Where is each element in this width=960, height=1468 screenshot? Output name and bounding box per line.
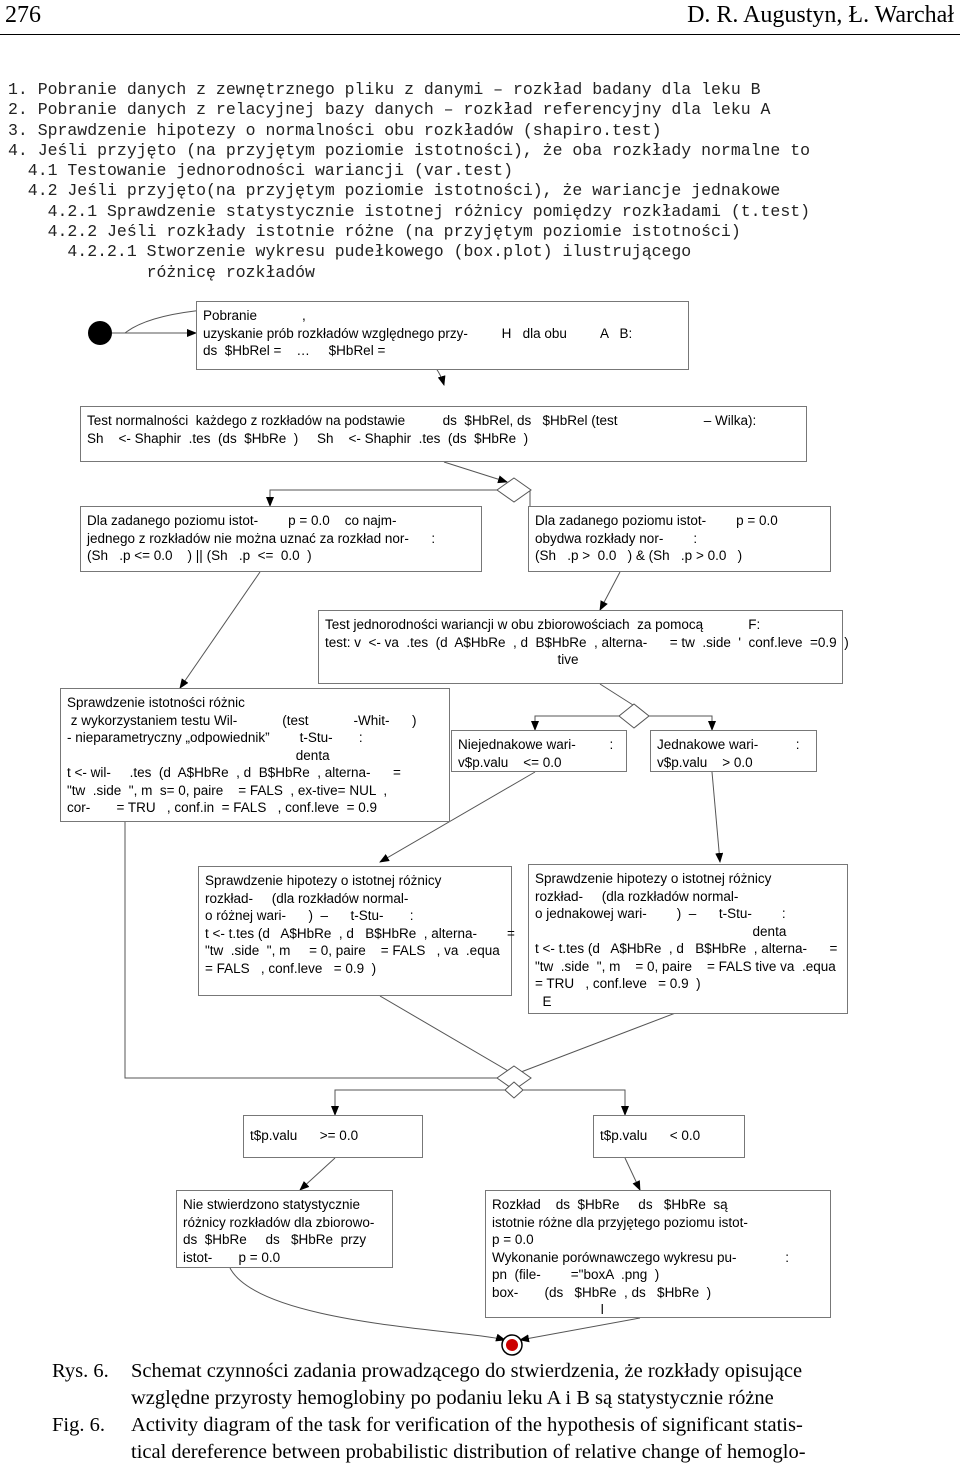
box-line: t <- wil- .tes (d A$HbRe , d B$HbRe , alterna- = bbox=[67, 765, 401, 780]
normal-branch-box bbox=[528, 506, 831, 572]
box-line: v$p.valu > 0.0 bbox=[657, 754, 753, 770]
box-line: "tw .side ", m = 0, paire = FALS tive va .equa bbox=[535, 958, 836, 974]
step-line: 4.2.2 Jeśli rozkłady istotnie różne (na przyjętym poziomie istotności) bbox=[8, 222, 741, 242]
box-line: Pobranie , bbox=[203, 308, 306, 323]
step-line: 4.1 Testowanie jednorodności wariancji (var.test) bbox=[8, 161, 513, 181]
box-line: ds $HbRel = … $HbRel = bbox=[203, 343, 386, 358]
box-line: - nieparametryczny „odpowiednik” t-Stu- : bbox=[67, 730, 363, 745]
box-line: o różnej wari- ) – t-Stu- : bbox=[205, 908, 414, 923]
significant-difference-box bbox=[485, 1190, 831, 1318]
box-line: o jednakowej wari- ) – t-Stu- : bbox=[535, 906, 786, 921]
box-line: Jednakowe wari- : bbox=[657, 737, 800, 752]
box-line: pn (file- ="boxA .png ) bbox=[492, 1267, 660, 1282]
caption-label: Fig. 6. bbox=[52, 1414, 105, 1436]
caption-label: Rys. 6. bbox=[52, 1360, 109, 1382]
step-line: 2. Pobranie danych z relacyjnej bazy danych – rozkład referencyjny dla leku A bbox=[8, 100, 771, 120]
p-value-ge-box bbox=[243, 1115, 423, 1158]
step-line: 3. Sprawdzenie hipotezy o normalności obu rozkładów (shapiro.test) bbox=[8, 120, 662, 140]
step-line: 4. Jeśli przyjęto (na przyjętym poziomie istotności), że oba rozkłady normalne to bbox=[8, 140, 811, 160]
box-line: E bbox=[535, 993, 552, 1009]
box-line: Sprawdzenie hipotezy o istotnej różnicy bbox=[535, 871, 772, 886]
variance-unequal-box bbox=[451, 730, 627, 772]
box-line: rozkład- (dla rozkładów normal- bbox=[535, 888, 739, 904]
box-line: Sprawdzenie hipotezy o istotnej różnicy bbox=[205, 873, 442, 888]
box-line: istotnie różne dla przyjętego poziomu istot- bbox=[492, 1214, 748, 1230]
box-line: Test normalności każdego z rozkładów na podstawie ds $HbRel, ds $HbRel (test – Wilka): bbox=[87, 413, 757, 428]
decision-node bbox=[619, 704, 649, 728]
decision-node bbox=[497, 478, 531, 502]
box-line: "tw .side ", m s= 0, paire = FALS , ex-tive= NUL , bbox=[67, 782, 388, 798]
normality-test-box bbox=[80, 406, 807, 462]
wilcox-test-box bbox=[60, 688, 450, 822]
p-value-lt-box bbox=[593, 1115, 745, 1158]
box-line: (Sh .p > 0.0 ) & (Sh .p > 0.0 ) bbox=[535, 548, 743, 563]
fetch-samples-box bbox=[196, 301, 689, 370]
box-line: ds $HbRe ds $HbRe przy bbox=[183, 1232, 367, 1247]
caption-text: Activity diagram of the task for verification of the hypothesis of significant statis- bbox=[131, 1414, 803, 1436]
step-line: 1. Pobranie danych z zewnętrznego pliku z danymi – rozkład badany dla leku B bbox=[8, 80, 761, 99]
caption-text: względne przyrosty hemoglobiny po podaniu leku A i B są statystycznie różne bbox=[131, 1387, 774, 1409]
box-line: jednego z rozkładów nie można uznać za rozkład nor- : bbox=[87, 530, 436, 546]
box-line: istot- p = 0.0 bbox=[183, 1249, 281, 1265]
variance-equal-box bbox=[650, 730, 817, 772]
box-line: rozkład- (dla rozkładów normal- bbox=[205, 890, 409, 906]
box-line: "tw .side ", m = 0, paire = FALS , va .equa bbox=[205, 943, 500, 958]
box-line: Wykonanie porównawczego wykresu pu- : bbox=[492, 1249, 790, 1265]
box-line: l bbox=[492, 1302, 604, 1317]
caption-text: Schemat czynności zadania prowadzącego do stwierdzenia, że rozkłady opisujące bbox=[131, 1360, 803, 1382]
box-line: tive bbox=[325, 652, 579, 667]
box-line: denta bbox=[535, 923, 787, 939]
box-line: (Sh .p <= 0.0 ) || (Sh .p <= 0.0 ) bbox=[87, 548, 312, 563]
variance-test-box bbox=[318, 610, 849, 684]
box-line: z wykorzystaniem testu Wil- (test -Whit- ) bbox=[67, 712, 417, 728]
box-line: = TRU , conf.leve = 0.9 ) bbox=[535, 976, 701, 991]
box-line: Sprawdzenie istotności różnic bbox=[67, 695, 245, 710]
box-line: Nie stwierdzono statystycznie bbox=[183, 1197, 361, 1212]
box-line: Niejednakowe wari- : bbox=[458, 737, 614, 752]
t-test-equal-variance-box bbox=[528, 864, 848, 1014]
no-difference-box bbox=[176, 1190, 393, 1268]
start-node bbox=[88, 321, 112, 345]
step-line: 4.2.2.1 Stworzenie wykresu pudełkowego (box.plot) ilustrującego bbox=[8, 242, 692, 262]
box-line: obydwa rozkłady nor- : bbox=[535, 530, 698, 546]
box-line: Sh <- Shaphir .tes (ds $HbRe ) Sh <- Shaphir .tes (ds $HbRe ) bbox=[87, 430, 529, 446]
box-line: test: v <- va .tes (d A$HbRe , d B$HbRe , alterna- = tw .side ' conf.leve =0.9 ) bbox=[325, 634, 849, 650]
box-line: denta bbox=[67, 747, 330, 763]
box-line: cor- = TRU , conf.in = FALS , conf.leve = 0.9 bbox=[67, 800, 378, 815]
box-line: Dla zadanego poziomu istot- p = 0.0 bbox=[535, 513, 778, 528]
box-line: = FALS , conf.leve = 0.9 ) bbox=[205, 960, 377, 976]
box-line: t <- t.tes (d A$HbRe , d B$HbRe , alterna- = bbox=[535, 941, 838, 956]
box-line: Dla zadanego poziomu istot- p = 0.0 co najm- bbox=[87, 513, 397, 528]
step-line: różnicę rozkładów bbox=[8, 262, 315, 282]
box-line: Test jednorodności wariancji w obu zbiorowościach za pomocą F: bbox=[325, 617, 761, 632]
caption-text: tical dereference between probabilistic distribution of relative change of hemoglo- bbox=[131, 1441, 806, 1463]
box-line: v$p.valu <= 0.0 bbox=[458, 754, 562, 770]
box-line: uzyskanie prób rozkładów względnego przy- H dla obu A B: bbox=[203, 325, 633, 341]
box-line: t <- t.tes (d A$HbRe , d B$HbRe , alterna- = bbox=[205, 925, 515, 941]
box-line: t$p.valu < 0.0 bbox=[600, 1128, 701, 1143]
step-line: 4.2.1 Sprawdzenie statystycznie istotnej różnicy pomiędzy rozkładami (t.test) bbox=[8, 201, 811, 221]
running-authors: D. R. Augustyn, Ł. Warchał bbox=[687, 2, 954, 28]
t-test-unequal-variance-box bbox=[198, 866, 515, 996]
step-line: 4.2 Jeśli przyjęto(na przyjętym poziomie istotności), że wariancje jednakowe bbox=[8, 181, 781, 201]
box-line: p = 0.0 bbox=[492, 1232, 534, 1247]
not-normal-branch-box bbox=[80, 506, 482, 572]
page-number: 276 bbox=[5, 2, 41, 28]
box-line: t$p.valu >= 0.0 bbox=[250, 1128, 359, 1143]
box-line: różnicy rozkładów dla zbiorowo- bbox=[183, 1214, 375, 1230]
box-line: box- (ds $HbRe , ds $HbRe ) bbox=[492, 1284, 712, 1300]
box-line: Rozkład ds $HbRe ds $HbRe są bbox=[492, 1197, 728, 1212]
